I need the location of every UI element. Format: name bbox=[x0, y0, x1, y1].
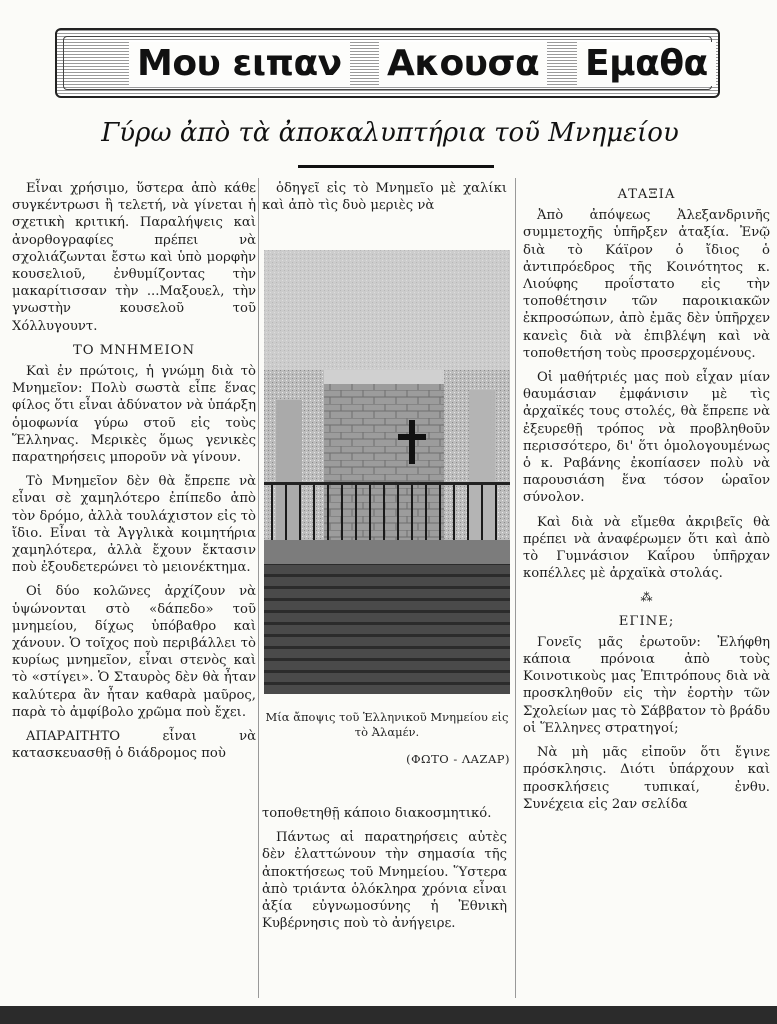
column-2-bottom bbox=[262, 805, 507, 939]
masthead-word-3: Εμαθα bbox=[577, 42, 716, 86]
col2-paragraph-2: τοποθετηθῇ κάποιο διακοσμητικό. bbox=[262, 806, 492, 821]
col3-paragraph-1: Ἀπὸ ἀπόψεως Ἀλεξανδρινῆς συμμετοχῆς ὑπῆρξεν ἀταξία. Ἐνῷ διὰ τὸ Κάϊρον ὁ ἴδιος ὁ ἀντιπρόεδρος τῆς Κοινότητος κ. Λιούφης προΐστατο εἰς τὴν τοποθέτησιν τῶν παροικιακῶν ἐκπροσώπων, ἀπὸ ἐμᾶς δὲν ὑπῆρχεν κανεὶς διὰ νὰ ἐπιβλέψη καὶ νὰ τοποθετήση τοὺς προσερχομένους. bbox=[523, 208, 770, 361]
masthead-banner bbox=[55, 28, 720, 98]
col3-paragraph-5: Νὰ μὴ μᾶς εἰποῦν ὅτι ἔγινε πρόσκλησις. Διότι ὑπάρχουν καὶ προσκλήσεις τυπικαί, ἐνθυ. Συνέχεια εἰς 2αν σελίδα bbox=[523, 745, 770, 812]
article-headline: Γύρω ἀπὸ τὰ ἀποκαλυπτήρια τοῦ Μνημείου bbox=[101, 118, 679, 148]
col3-subheading-ataxia: ΑΤΑΞΙΑ bbox=[617, 187, 676, 202]
col1-paragraph-2: Καὶ ἐν πρώτοις, ἡ γνώμη διὰ τὸ Μνημεῖον: Πολὺ σωστὰ εἶπε ἕνας φίλος ὅτι εἶναι ἀδύνατον νὰ ὑπάρξη ὁμοφωνία γύρω στοῦ εἰς τοὺς Ἕλληνας. Μερικὲς ὅμως γενικὲς παρατηρήσεις μποροῦν νὰ γίνουν. bbox=[12, 364, 257, 466]
scan-bottom-edge bbox=[0, 1006, 777, 1024]
headline-underline bbox=[298, 165, 494, 168]
column-divider-1 bbox=[258, 178, 259, 998]
monument-photo bbox=[264, 250, 510, 694]
photo-caption: Μία ἄποψις τοῦ Ἑλληνικοῦ Μνημείου εἰς τὸ Ἀλαμέν. bbox=[265, 710, 509, 739]
section-stars: ⁂ bbox=[640, 590, 653, 605]
col2-paragraph-3: Πάντως αἱ παρατηρήσεις αὐτὲς δὲν ἐλαττώνουν τὴν σημασία τῆς ἀποκτήσεως τοῦ Μνημείου. Ὕστερα ἀπὸ τριάντα ὁλόκληρα χρόνια εἶναι ἀξία εὐγνωμοσύνης ἡ Ἐθνικὴ Κυβέρνησις ποὺ τὸ ἀνήγειρε. bbox=[262, 830, 507, 932]
col1-paragraph-3: Τὸ Μνημεῖον δὲν θὰ ἔπρεπε νὰ εἶναι σὲ χαμηλότερο ἐπίπεδο ἀπὸ τὸν δρόμο, ἀλλὰ τουλάχιστον εἰς τὸ ἴδιο. Εἶναι τὰ Ἀγγλικὰ κοιμητήρια χαμηλότερα, ἀλλὰ ἔχουν ἔκτασιν ποὺ ἐξουδετερώνει τὸ μειονέκτημα. bbox=[12, 474, 256, 576]
col1-paragraph-5: ΑΠΑΡΑΙΤΗΤΟ εἶναι νὰ κατασκευασθῇ ὁ διάδρομος ποὺ bbox=[12, 729, 256, 762]
photo-credit: (ΦΩΤΟ - ΛΑΖΑΡ) bbox=[406, 752, 510, 766]
masthead-word-1: Μου ειπαν bbox=[129, 42, 350, 86]
col1-paragraph-4: Οἱ δύο κολῶνες ἀρχίζουν νὰ ὑψώνονται στὸ «δάπεδο» τοῦ μνημείου, δίχως ὑπόβαθρο καὶ χάνουν. Ὁ τοῖχος ποὺ περιβάλλει τὸ κυρίως μνημεῖον, εἶναι στενὸς καὶ τὸ «στίγει». Ὁ Σταυρὸς δὲν θὰ ἦταν καλύτερα ἂν ἦταν καθαρὰ μαῦρος, παρὰ τὸ ἀμφίβολο χρῶμα ποὺ ἔχει. bbox=[12, 584, 256, 720]
monument-photo-image bbox=[264, 250, 510, 694]
column-2-top bbox=[262, 180, 507, 221]
col3-paragraph-2: Οἱ μαθήτριές μας ποὺ εἶχαν μίαν θαυμάσιαν ἐμφάνισιν μὲ τὶς ἀρχαϊκές τους στολές, θὰ ἔπρεπε νὰ ἐξευρεθῇ τρόπος νὰ προβληθοῦν περισσότερο, δι' ὅτι ὁμολογουμένως ὁ κ. Ραβάνης ἐκοπίασεν πολὺ νὰ παρουσιάση ἕνα τόσον ὡραῖον σύνολον. bbox=[523, 370, 770, 506]
col3-paragraph-3: Καὶ διὰ νὰ εἴμεθα ἀκριβεῖς θὰ πρέπει νὰ ἀναφέρωμεν ὅτι καὶ ἀπὸ τὸ Γυμνάσιον Καΐρου ὑπῆρχαν κοπέλλες μὲ ἀρχαϊκὰ στολάς. bbox=[523, 514, 770, 582]
column-1 bbox=[12, 180, 256, 770]
col1-paragraph-1: Εἶναι χρήσιμο, ὕστερα ἀπὸ κάθε συγκέντρωσι ἢ τελετή, νὰ γίνεται ἡ σχετικὴ κριτική. Παραλήψεις καὶ ἀνορθογραφίες πρέπει νὰ σχολιάζωνται ἔστω καὶ ὑπὸ μορφὴν κουσελιοῦ, ἐνθυμίζοντας τὴν μακαρίτισσαν τὴν ...Μαξουελ, τὴν γνωστὴν κουσελοῦ τοῦ Χόλλυγουντ. bbox=[12, 181, 256, 334]
column-3 bbox=[523, 180, 770, 820]
col1-subheading-monument: ΤΟ ΜΝΗΜΕΙΟΝ bbox=[72, 342, 196, 358]
column-divider-2 bbox=[515, 178, 516, 998]
col3-paragraph-4: Γονεῖς μᾶς ἐρωτοῦν: Ἐλήφθη κάποια πρόνοια ἀπὸ τοὺς Κοινοτικοὺς μας Ἐπιτρόπους διὰ νὰ προσκληθοῦν εἰς τὴν ἑορτὴν τῶν Σχολείων μας τὸ Σάββατον τὸ βράδυ οἱ Ἕλληνες στρατηγοί; bbox=[523, 634, 770, 736]
col2-paragraph-1: ὁδηγεῖ εἰς τὸ Μνημεῖο μὲ χαλίκι καὶ ἀπὸ τὶς δυὸ μεριὲς νὰ bbox=[262, 181, 507, 214]
col3-subheading-egine: ΕΓΙΝΕ; bbox=[618, 613, 675, 629]
masthead-word-2: Ακουσα bbox=[379, 42, 547, 86]
